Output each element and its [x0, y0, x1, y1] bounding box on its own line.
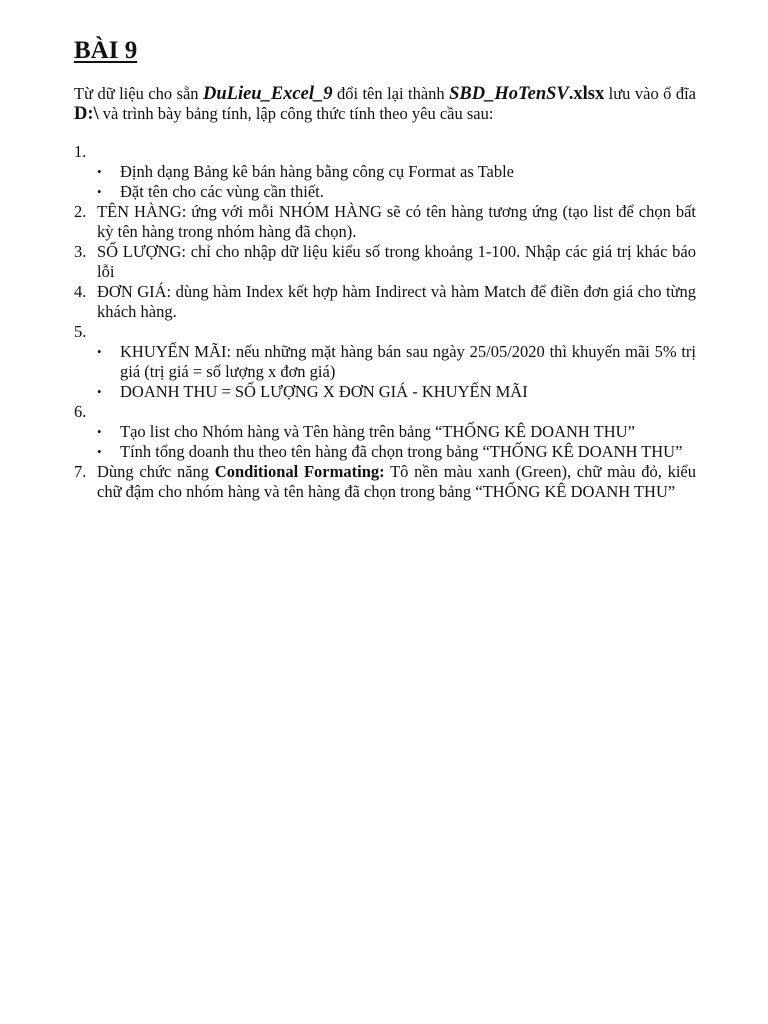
bullet-icon: • — [97, 424, 102, 439]
list-item — [74, 322, 696, 342]
bullet-icon: • — [97, 184, 102, 199]
item-number: 4. — [74, 282, 87, 301]
intro-text-3: lưu vào ổ đĩa — [604, 84, 696, 103]
list-item — [74, 462, 696, 502]
item-text: ĐƠN GIÁ: dùng hàm Index kết hợp hàm Indirect và hàm Match để điền đơn giá cho từng khách hàng. — [97, 282, 696, 321]
list-item — [74, 142, 696, 162]
bullet-icon: • — [97, 344, 102, 359]
sub-list-container — [74, 162, 696, 202]
sub-list-item: • Định dạng Bảng kê bán hàng bằng công cụ Format as Table — [97, 162, 514, 181]
exercise-title: BÀI 9 — [74, 37, 138, 64]
item-text: SỐ LƯỢNG: chỉ cho nhập dữ liệu kiểu số trong khoảng 1-100. Nhập các giá trị khác báo lỗi — [97, 242, 696, 281]
item-number: 5. — [74, 322, 87, 341]
list-item — [74, 242, 696, 282]
sub-list-item: • DOANH THU = SỐ LƯỢNG X ĐƠN GIÁ - KHUYẾN MÃI — [97, 382, 528, 401]
item-number: 6. — [74, 402, 87, 421]
target-file-name: SBD_HoTenSV — [449, 84, 569, 104]
bullet-icon: • — [97, 444, 102, 459]
sub-list — [74, 422, 696, 462]
item-number: 7. — [74, 462, 87, 481]
intro-text-4: và trình bày bảng tính, lập công thức tính theo yêu cầu sau: — [98, 104, 494, 123]
item-text: Dùng chức năng Conditional Formating: Tô nền màu xanh (Green), chữ màu đỏ, kiểu chữ đậm cho nhóm hàng và tên hàng đã chọn trong bảng “THỐNG KÊ DOANH THU” — [97, 462, 696, 501]
sub-list-container — [74, 422, 696, 462]
intro-text-1: Từ dữ liệu cho sẵn — [74, 84, 203, 103]
sub-list-container — [74, 342, 696, 402]
sub-list — [74, 342, 696, 402]
drive-name: D:\ — [74, 104, 99, 124]
intro-text-2: đổi tên lại thành — [332, 84, 450, 103]
requirements-list — [74, 142, 696, 502]
target-file-extension: .xlsx — [568, 84, 605, 104]
item-number: 1. — [74, 142, 87, 161]
sub-list — [74, 162, 696, 202]
list-item — [74, 282, 696, 322]
item-text: TÊN HÀNG: ứng với mỗi NHÓM HÀNG sẽ có tên hàng tương ứng (tạo list để chọn bất kỳ tên hàng trong nhóm hàng đã chọn). — [97, 202, 696, 241]
intro-paragraph — [74, 84, 696, 124]
sub-list-item: • Tính tổng doanh thu theo tên hàng đã chọn trong bảng “THỐNG KÊ DOANH THU” — [97, 442, 683, 461]
list-item — [74, 402, 696, 422]
sub-list-item: • Đặt tên cho các vùng cần thiết. — [97, 182, 324, 201]
sub-list-item: • Tạo list cho Nhóm hàng và Tên hàng trên bảng “THỐNG KÊ DOANH THU” — [97, 422, 635, 441]
bold-keyword: Conditional Formating: — [214, 462, 385, 481]
list-item — [74, 202, 696, 242]
item-number: 2. — [74, 202, 87, 221]
bullet-icon: • — [97, 164, 102, 179]
source-file-name: DuLieu_Excel_9 — [203, 84, 333, 104]
bullet-icon: • — [97, 384, 102, 399]
item-number: 3. — [74, 242, 87, 261]
sub-list-item: • KHUYẾN MÃI: nếu những mặt hàng bán sau ngày 25/05/2020 thì khuyến mãi 5% trị giá (trị giá = số lượng x đơn giá) — [97, 342, 696, 381]
